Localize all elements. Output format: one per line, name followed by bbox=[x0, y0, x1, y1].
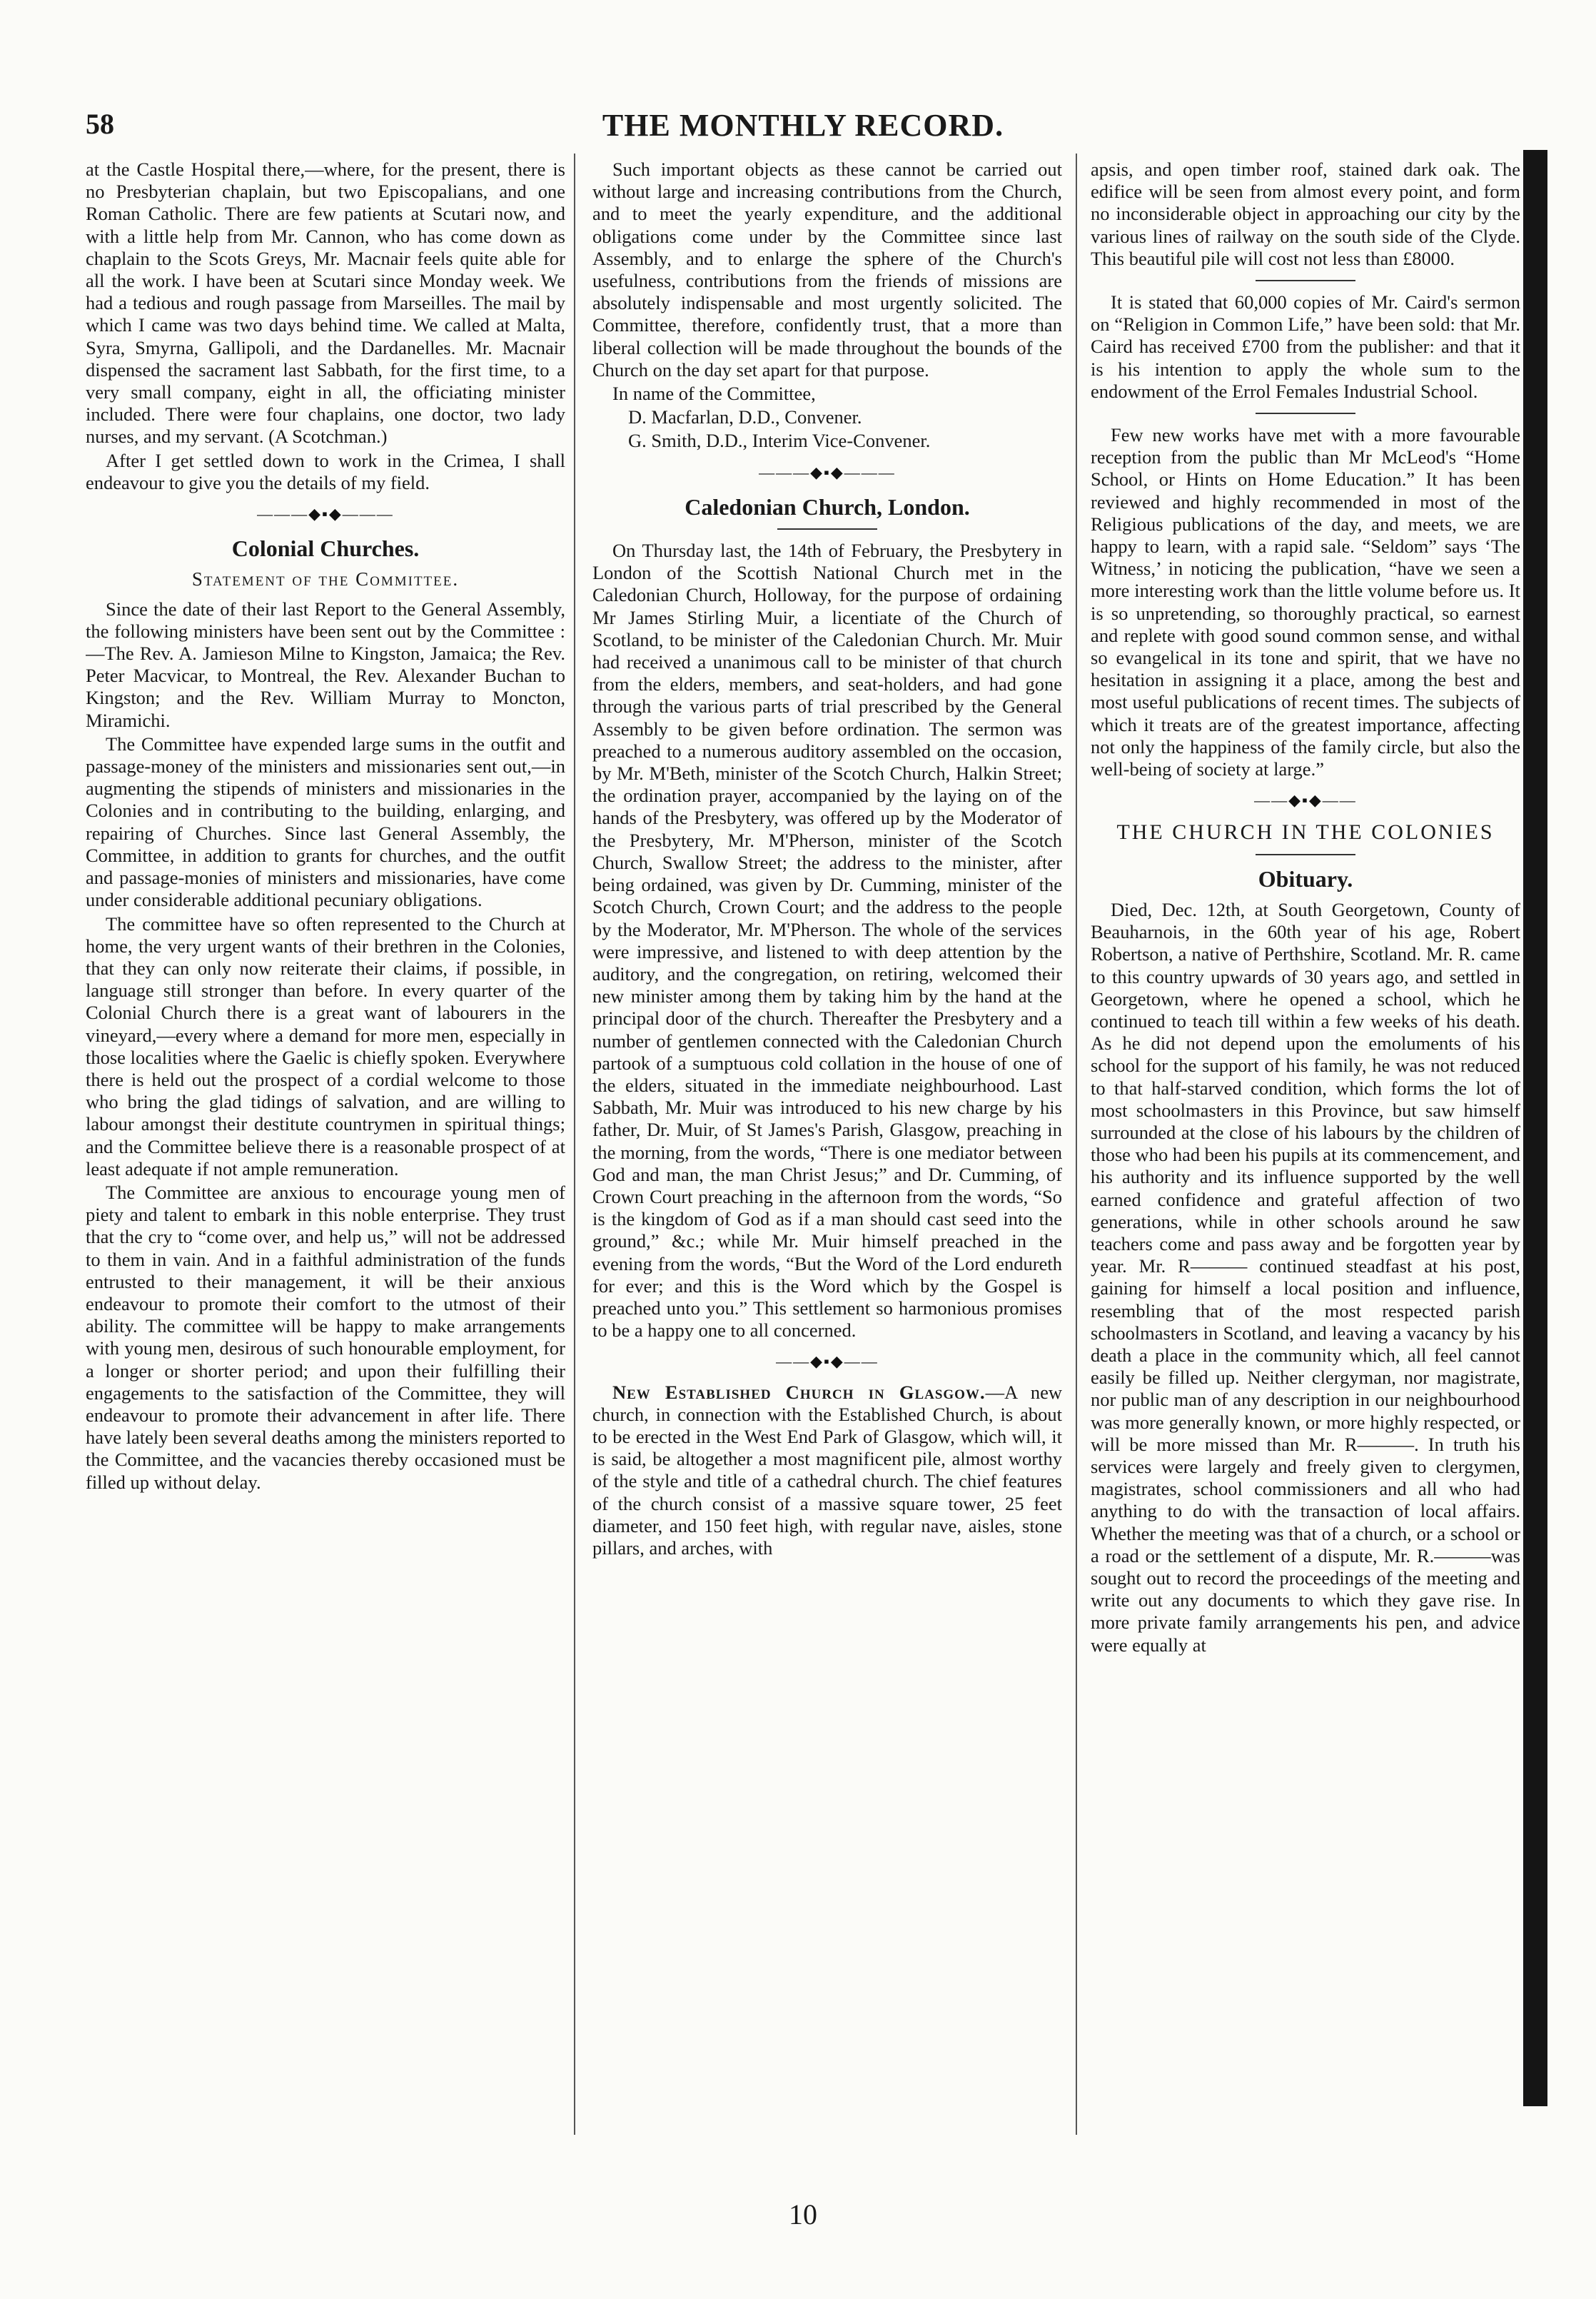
paragraph: apsis, and open timber roof, stained dark oak. The edifice will be seen from almost every point, and form no inconsiderable object in approaching our city by the various lines of railway on the south side of the Clyde. This beautiful pile will cost not less than £8000. bbox=[1091, 159, 1520, 269]
section-heading: Colonial Churches. bbox=[231, 535, 420, 562]
ornament-separator: ———◆▪◆——— bbox=[257, 505, 394, 523]
ornament-separator: ——◆▪◆—— bbox=[1254, 791, 1357, 810]
paragraph-text: —A new church, in connection with the Established Church, is about to be erected in the West End Park of Glasgow, which will, it is said, be altogether a most magnificent pile, almost worthy of the style and title of a cathedral church. The chief features of the church consist of a massive square tower, 25 feet diameter, and 150 feet high, with regular nave, aisles, stone pillars, and arches, with bbox=[592, 1381, 1062, 1559]
paragraph: Few new works have met with a more favourable reception from the public than Mr McLeod's “Home School, or Hints on Home Education.” It has been reviewed and highly recommended in most of the Religious publications of the day, and meets, we are happy to learn, with a rapid sale. “Seldom” says ‘The Witness,’ in noticing the publication, “have we seen a more interesting work than the little volume before us. It is so unpretending, so thoroughly practical, so earnest and replete with good sound common sense, and withal so evangelical in its tone and spirit, that we have no hesitation in assigning it a place, among the best and most useful publications of recent times. The subjects of which it treats are of the greatest importance, affecting not only the happiness of the family circle, but also the well-being of society at large.” bbox=[1091, 424, 1520, 780]
ornament-separator: ——◆▪◆—— bbox=[776, 1352, 879, 1371]
running-title: THE MONTHLY RECORD. bbox=[602, 108, 1004, 143]
section-heading: THE CHURCH IN THE COLONIES bbox=[1116, 820, 1495, 845]
inline-heading: New Established Church in Glasgow. bbox=[612, 1381, 986, 1403]
paragraph: at the Castle Hospital there,—where, for the present, there is no Presbyterian chaplain, but two Episcopalians, and one Roman Catholic. There are few patients at Scutari now, and with a little help from Mr. Cannon, who has come down as chaplain to the Scots Greys, Mr. Macnair feels quite able for all the work. I have been at Scutari since Monday week. We had a tedious and rough passage from Marseilles. The mail by which I came was two days behind time. We called at Malta, Syra, Smyrna, Gallipoli, and the Dardanelles. Mr. Macnair dispensed the sacrament last Sabbath, for the first time, to a very small company, eight in all, the officiating minister included. There were four chaplains, one doctor, two lady nurses, and my servant. (A Scotchman.) bbox=[86, 159, 565, 448]
column-right bbox=[1091, 159, 1520, 2192]
page-header bbox=[86, 107, 1520, 143]
section-subheading: Obituary. bbox=[1258, 865, 1353, 892]
section-subheading: Statement of the Committee. bbox=[191, 568, 460, 590]
paragraph: After I get settled down to work in the Crimea, I shall endeavour to give you the details of my field. bbox=[86, 449, 565, 493]
short-rule bbox=[1256, 280, 1355, 281]
paragraph: The Committee are anxious to encourage young men of piety and talent to embark in this noble enterprise. They trust that the cry to “come over, and help us,” will not be addressed to them in vain. And in a faithful administration of the funds entrusted to their management, it will be their anxious endeavour to promote their comfort to the utmost of their ability. The committee will be happy to make arrangements with young men, desirous of such honourable employment, for a longer or shorter period; and upon their fulfilling their engagements to the satisfaction of the Committee, they will endeavour to promote their advancement in after life. There have lately been several deaths among the ministers reported to the Committee, and the vacancies thereby occasioned must be filled up without delay. bbox=[86, 1181, 565, 1493]
short-rule bbox=[1256, 413, 1355, 414]
catchword: 10 bbox=[789, 2198, 817, 2230]
short-rule bbox=[1256, 854, 1355, 855]
signature-line: G. Smith, D.D., Interim Vice-Convener. bbox=[628, 430, 931, 452]
paragraph: In name of the Committee, bbox=[612, 383, 816, 405]
paragraph bbox=[592, 1382, 1062, 1560]
ornament-separator: ———◆▪◆——— bbox=[759, 463, 896, 481]
paragraph: It is stated that 60,000 copies of Mr. Caird's sermon on “Religion in Common Life,” have been sold: that Mr. Caird has received £700 from the publisher: and that it is his intention to apply the whole sum to the endowment of the Errol Females Industrial School. bbox=[1091, 291, 1520, 402]
column-middle bbox=[592, 159, 1062, 2192]
paragraph: Such important objects as these cannot be carried out without large and increasing contributions from the Church, and to meet the yearly expenditure, and the additional obligations come under by the Committee since last Assembly, and to enlarge the sphere of the Church's usefulness, contributions from the friends of missions are absolutely indispensable and most urgently solicited. The Committee, therefore, confidently trust, that a more than liberal collection will be made throughout the bounds of the Church on the day set apart for that purpose. bbox=[592, 159, 1062, 381]
column-divider bbox=[1076, 154, 1077, 2135]
paragraph: On Thursday last, the 14th of February, the Presbytery in London of the Scottish National Church met in the Caledonian Church, Holloway, for the purpose of ordaining Mr James Stirling Muir, a licentiate of the Church of Scotland, to be minister of the Caledonian Church. Mr. Muir had received a unanimous call to be minister of that church from the elders, members, and seat-holders, and had gone through the various parts of trial prescribed by the General Assembly to be given before ordination. The sermon was preached to a numerous auditory assembled on the occasion, by Mr. M'Beth, minister of the Scotch Church, Halkin Street; the ordination prayer, accompanied by the laying on of the hands of the Presbytery, was offered up by the Moderator of the Presbytery, Mr. M'Pherson, minister of the Scotch Church, Swallow Street; the address to the minister, after being ordained, was given by Dr. Cumming, minister of the Scotch Church, Crown Court; and the address to the people by the Moderator, Mr. M'Pherson. The whole of the services were impressive, and listened to with deep attention by the auditory, and the congregation, on retiring, welcomed their new minister among them by taking him by the hand at the principal door of the church. Thereafter the Presbytery and a number of gentlemen connected with the Caledonian Church partook of a sumptuous cold collation in the house of one of the elders, situated in the immediate neighbourhood. Last Sabbath, Mr. Muir was introduced to his new charge by his father, Dr. Muir, of St James's Parish, Glasgow, preaching in the morning, from the words, “There is one mediator between God and man, the man Christ Jesus;” and Dr. Cumming, of Crown Court preaching in the afternoon from the words, “So is the kingdom of God as if a man should cast seed into the ground,” &c.; while Mr. Muir himself preached in the evening from the words, “But the Word of the Lord endureth for ever; and this is the Word which by the Gospel is preached unto you.” This settlement so harmonious promises to be a happy one to all concerned. bbox=[592, 540, 1062, 1342]
column-divider bbox=[574, 154, 575, 2135]
paragraph: The Committee have expended large sums in the outfit and passage-money of the ministers and missionaries sent out,—in augmenting the stipends of ministers and missionaries in the Colonies and in contributing to the building, enlarging, and repairing of Churches. Since last General Assembly, the Committee, in addition to grants for churches, and the outfit and passage-monies of ministers and missionaries, have come under considerable additional pecuniary obligations. bbox=[86, 733, 565, 911]
column-left bbox=[86, 159, 565, 2192]
paragraph: Died, Dec. 12th, at South Georgetown, County of Beauharnois, in the 60th year of his age, Robert Robertson, a native of Perthshire, Scotland. Mr. R. came to this country upwards of 30 years ago, and settled in Georgetown, where he opened a school, which he continued to teach till within a few weeks of his death. As he did not depend upon the emoluments of his school for the support of his family, he was not reduced to that half-starved condition, which forms the lot of most schoolmasters in this Province, but saw himself surrounded at the close of his labours by the children of those who had been his pupils at its commencement, and his authority and its influence supported by the well earned confidence and grateful affection of two generations, while in other schools around he saw teachers come and pass away and be forgotten year by year. Mr. R——— continued steadfast at his post, gaining for himself a local position and influence, resembling that of the most respected parish schoolmasters in Scotland, and leaving a vacancy by his death a place in the community which, all feel cannot easily be filled up. Neither clergyman, nor magistrate, nor public man of any description in our neighbourhood was more generally known, or more highly respected, or will be more missed than Mr. R———. In truth his services were largely and freely given to clergymen, magistrates, school commissioners and all who had anything to do with the transaction of local affairs. Whether the meeting was that of a church, or a school or a road or the settlement of a dispute, Mr. R.———was sought out to record the proceedings of the meeting and write out any documents to which they gave rise. In more private family arrangements his pen, and advice were equally at bbox=[1091, 898, 1520, 1656]
paragraph: Since the date of their last Report to the General Assembly, the following ministers have been sent out by the Committee :—The Rev. A. Jamieson Milne to Kingston, Jamaica; the Rev. Peter Macvicar, to Montreal, the Rev. Alexander Buchan to Kingston; and the Rev. William Murray to Moncton, Miramichi. bbox=[86, 598, 565, 731]
signature-line: D. Macfarlan, D.D., Convener. bbox=[628, 406, 862, 428]
page-number: 58 bbox=[86, 108, 114, 140]
page-edge-shadow bbox=[1523, 150, 1547, 2106]
section-heading: Caledonian Church, London. bbox=[685, 493, 970, 520]
paragraph: The committee have so often represented to the Church at home, the very urgent wants of their brethren in the Colonies, that they can only now reiterate their claims, if possible, in language still stronger than before. In every quarter of the Colonial Church there is a great want of labourers in the vineyard,—every where a demand for more men, especially in those localities where the Gaelic is chiefly spoken. Everywhere there is held out the prospect of a cordial welcome to those who bring the glad tidings of salvation, and are willing to labour amongst their destitute countrymen in spiritual things; and the Committee believe there is a reasonable prospect of at least adequate if not ample remuneration. bbox=[86, 912, 565, 1179]
short-rule bbox=[777, 528, 877, 530]
